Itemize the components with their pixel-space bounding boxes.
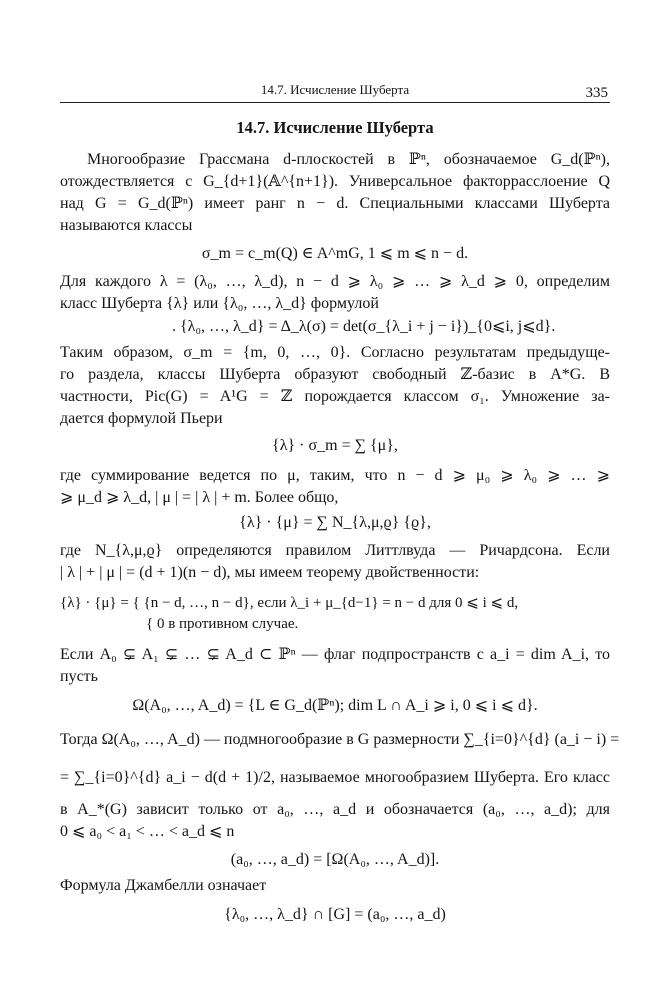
display-formula: {λ} · σ_m = ∑ {μ}, [272,437,398,454]
text-line: в A_*(G) зависит только от a₀, …, a_d и обозначается (a₀, …, a_d); для [60,801,610,818]
text-line: Формула Джамбелли означает [60,877,267,894]
text-line: пусть [60,668,98,685]
display-formula: {λ} · {μ} = ∑ N_{λ,μ,ϱ} {ϱ}, [239,514,431,531]
display-formula: {λ₀, …, λ_d} ∩ [G] = (a₀, …, a_d) [224,906,446,923]
display-formula: (a₀, …, a_d) = [Ω(A₀, …, A_d)]. [230,851,440,868]
text-line: = ∑_{i=0}^{d} a_i − d(d + 1)/2, называемое многообразием Шуберта. Его класс [60,769,610,786]
text-line: | λ | + | μ | = (d + 1)(n − d), мы имеем теорему двойственности: [60,564,480,581]
text-line: Тогда Ω(A₀, …, A_d) — подмногообразие в G размерности ∑_{i=0}^{d} (a_i − i) = [60,731,620,748]
display-formula: σ_m = c_m(Q) ∈ A^mG, 1 ⩽ m ⩽ n − d. [201,245,469,262]
text-line: Таким образом, σ_m = {m, 0, …, 0}. Согласно результатам предыдуще- [60,344,610,361]
text-line: где суммирование ведется по μ, таким, что n − d ⩾ μ₀ ⩾ λ₀ ⩾ … ⩾ [60,467,610,484]
text-line: над G = G_d(ℙⁿ) имеет ранг n − d. Специальными классами Шуберта [60,195,610,212]
text-line: где N_{λ,μ,ϱ} определяются правилом Литтлвуда — Ричардсона. Если [60,542,610,559]
text-line: го раздела, классы Шуберта образуют свободный ℤ-базис в A*G. В [60,366,610,383]
running-title: 14.7. Исчисление Шуберта [260,82,410,97]
text-line: дается формулой Пьери [60,410,223,427]
section-title: 14.7. Исчисление Шуберта [236,118,434,137]
display-formula: {λ} · {μ} = { {n − d, …, n − d}, если λ_i + μ_{d−1} = n − d для 0 ⩽ i ⩽ d, [60,595,519,611]
display-formula: Ω(A₀, …, A_d) = {L ∈ G_d(ℙⁿ); dim L ∩ A_i ⩾ i, 0 ⩽ i ⩽ d}. [132,697,538,714]
text-line: 0 ⩽ a₀ < a₁ < … < a_d ⩽ n [60,823,235,840]
text-line: частности, Pic(G) = A¹G = ℤ порождается классом σ₁. Умножение за- [60,388,610,405]
text-line: Если A₀ ⊊ A₁ ⊊ … ⊊ A_d ⊂ ℙⁿ — флаг подпространств с a_i = dim A_i, то [60,646,610,663]
running-header [60,80,610,103]
text-line: Многообразие Грассмана d-плоскостей в ℙⁿ, обозначаемое G_d(ℙⁿ), [87,151,610,168]
text-line: Для каждого λ = (λ₀, …, λ_d), n − d ⩾ λ₀ ⩾ … ⩾ λ_d ⩾ 0, определим [60,273,610,290]
text-line: называются классы [60,217,193,234]
text-line: ⩾ μ_d ⩾ λ_d, | μ | = | λ | + m. Более общо, [60,489,339,506]
text-line: класс Шуберта {λ} или {λ₀, …, λ_d} формулой [60,295,379,312]
display-formula: . {λ₀, …, λ_d} = Δ_λ(σ) = det(σ_{λ_i + j − i})_{0⩽i, j⩽d}. [172,318,556,335]
text-line: отождествляется с G_{d+1}(𝔸^{n+1}). Универсальное факторрасслоение Q [60,173,610,190]
display-formula: { 0 в противном случае. [146,616,299,632]
page-number: 335 [585,85,608,101]
